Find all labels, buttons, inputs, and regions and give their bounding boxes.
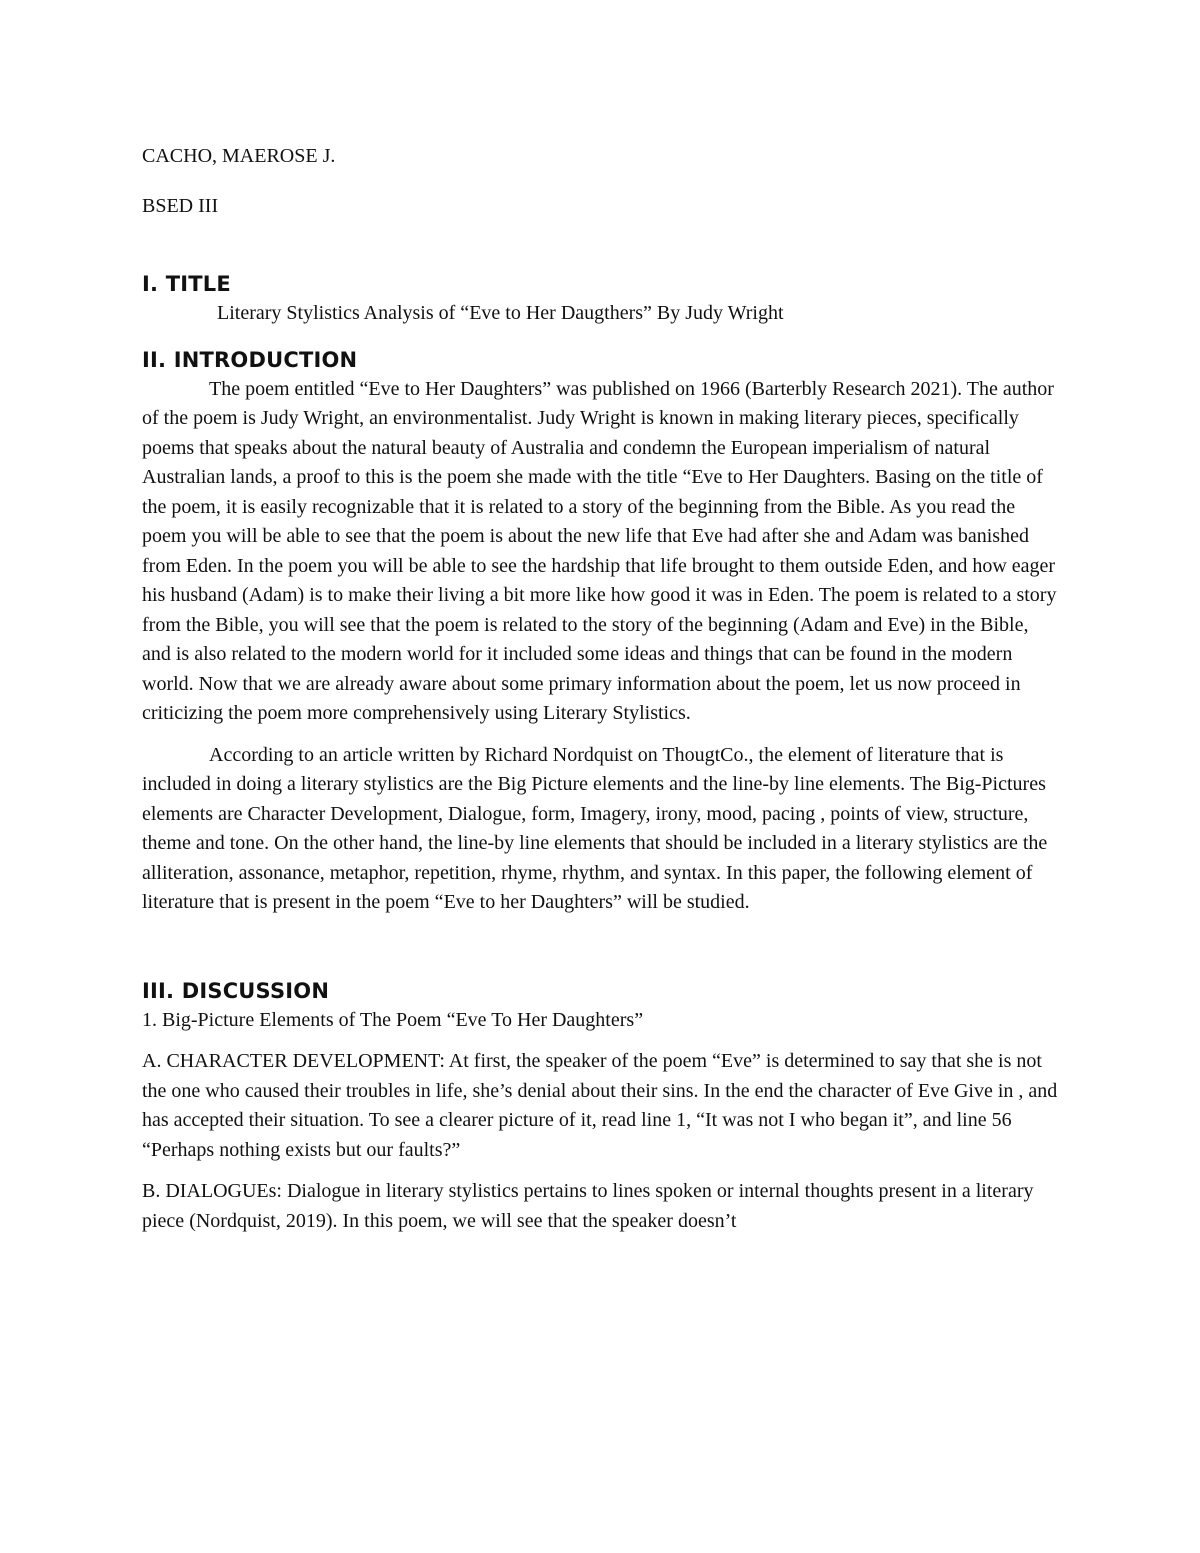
discussion-subheading: 1. Big-Picture Elements of The Poem “Eve To Her Daughters” — [142, 1008, 644, 1031]
section-heading-introduction: II. INTRODUCTION — [142, 347, 358, 372]
section-heading-title: I. TITLE — [142, 272, 231, 296]
section-heading-discussion: III. DISCUSSION — [142, 978, 330, 1003]
author-name: CACHO, MAEROSE J. — [142, 145, 336, 167]
paper-title: Literary Stylistics Analysis of “Eve to Her Daugthers” By Judy Wright — [217, 302, 784, 324]
discussion-paragraph: B. DIALOGUEs: Dialogue in literary stylistics pertains to lines spoken or internal thoughts present in a literary piece (Nordquist, 2019). In this poem, we will see that the speaker doesn’t — [142, 1180, 1034, 1232]
introduction-paragraph: According to an article written by Richard Nordquist on ThougtCo., the element of literature that is included in doing a literary stylistics are the Big Picture elements and the line-by line elements. The Big-Pictures elements are Character Development, Dialogue, form, Imagery, irony, mood, pacing , points of view, structure, theme and tone. On the other hand, the line-by line elements that should be included in a literary stylistics are the alliteration, assonance, metaphor, repetition, rhyme, rhythm, and syntax. In this paper, the following element of literature that is present in the poem “Eve to her Daughters” will be studied. — [142, 743, 1048, 913]
introduction-paragraph: The poem entitled “Eve to Her Daughters” was published on 1966 (Barterbly Research 2021). The author of the poem is Judy Wright, an environmentalist. Judy Wright is known in making literary pieces, specifically poems that speaks about the natural beauty of Australia and condemn the European imperialism of natural Australian lands, a proof to this is the poem she made with the title “Eve to Her Daughters. Basing on the title of the poem, it is easily recognizable that it is related to a story of the beginning from the Bible. As you read the poem you will be able to see that the poem is about the new life that Eve had after she and Adam was banished from Eden. In the poem you will be able to see the hardship that life brought to them outside Eden, and how eager his husband (Adam) is to make their living a bit more like how good it was in Eden. The poem is related to a story from the Bible, you will see that the poem is related to the story of the beginning (Adam and Eve) in the Bible, and is also related to the modern world for it included some ideas and things that can be found in the modern world. Now that we are already aware about some primary information about the poem, let us now proceed in criticizing the poem more comprehensively using Literary Stylistics. — [142, 377, 1057, 724]
document-body — [142, 142, 1062, 1248]
discussion-paragraph: A. CHARACTER DEVELOPMENT: At first, the speaker of the poem “Eve” is determined to say that she is not the one who caused their troubles in life, she’s denial about their sins. In the end the character of Eve Give in , and has accepted their situation. To see a clearer picture of it, read line 1, “It was not I who began it”, and line 56 “Perhaps nothing exists but our faults?” — [142, 1050, 1058, 1161]
course-label: BSED III — [142, 194, 219, 217]
